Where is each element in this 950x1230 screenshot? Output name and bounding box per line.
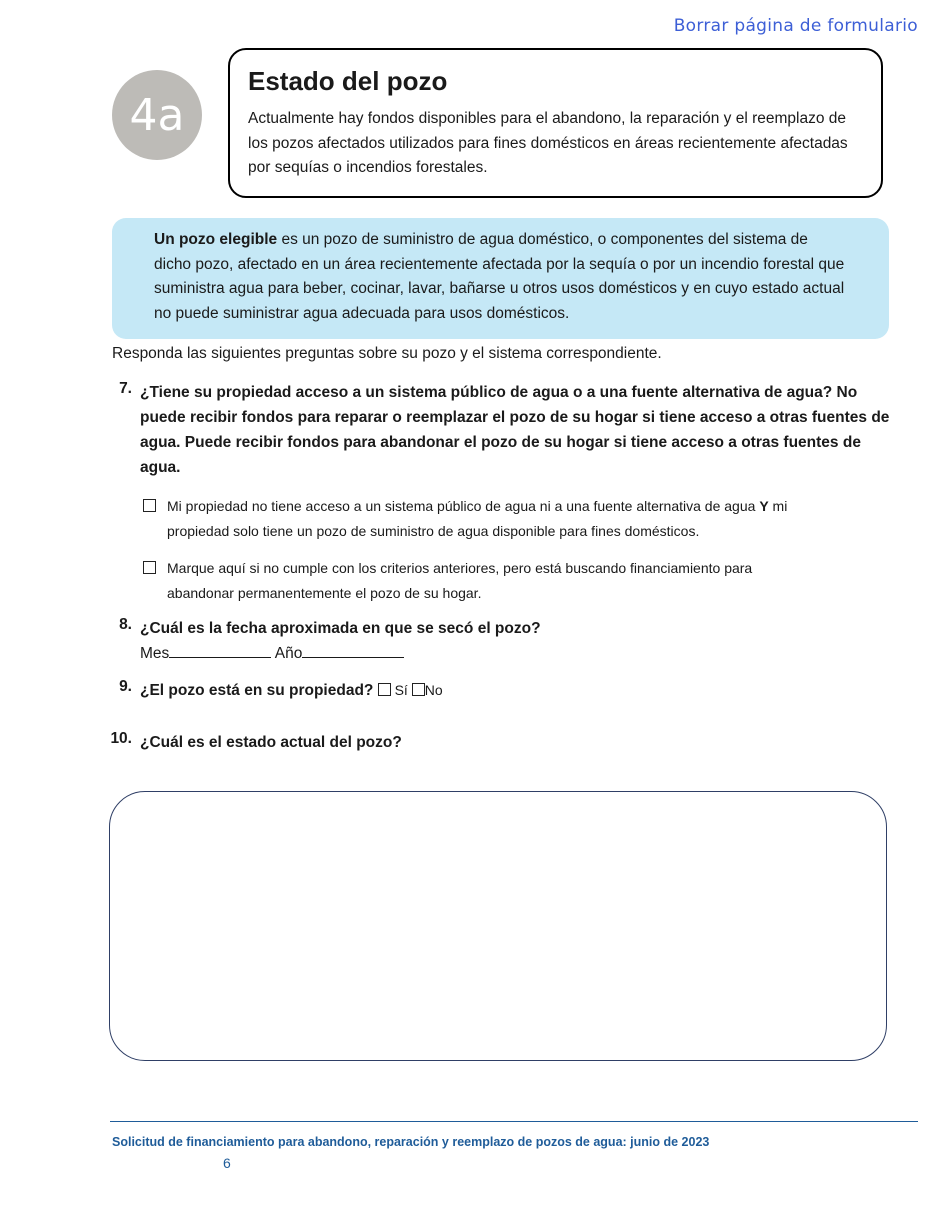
well-on-property-yes-checkbox[interactable] [378,683,391,696]
option-1-text-c: propiedad solo tiene un pozo de suministro de agua disponible para fines domésticos. [167,523,700,539]
section-badge: 4a [112,70,202,160]
year-label: Año [274,645,303,662]
question-9-line [140,678,890,703]
question-7-number: 7. [119,380,132,397]
question-9-text: ¿El pozo está en su propiedad? [140,682,374,699]
dry-date-fields [140,641,890,666]
eligible-well-definition-box [112,218,889,339]
question-7-option-1 [140,494,870,544]
question-7-text: ¿Tiene su propiedad acceso a un sistema público de agua o a una fuente alternativa de agua? No puede recibir fondos para reparar o reemplazar el pozo de su hogar si tiene acceso a otras fuentes de agua. Puede recibir fondos para abandonar el pozo de su hogar si tiene acceso a otras fuentes de agua. [140,384,890,476]
well-on-property-no-checkbox[interactable] [412,683,425,696]
option-2-text-a: Marque aquí si no cumple con los criterios anteriores, pero está buscando financiamiento para [167,560,753,576]
footer-divider [110,1121,918,1122]
clear-form-page-link[interactable]: Borrar página de formulario [673,16,918,36]
page-number: 6 [223,1155,231,1171]
question-7-option-2 [140,556,870,606]
question-8-text: ¿Cuál es la fecha aproximada en que se secó el pozo? [140,620,541,637]
eligible-well-definition: es un pozo de suministro de agua doméstico, o componentes del sistema de dicho pozo, afectado en un área recientemente afectada por la sequía o por un incendio forestal que suministra agua para beber, cocinar, lavar, bañarse u otros usos domésticos y en cuyo estado actual no puede suministrar agua adecuada para usos domésticos. [154,231,845,322]
month-input[interactable] [169,641,271,658]
option-1-text-b: mi [768,498,788,514]
question-9-number: 9. [119,678,132,695]
option-1-text-a: Mi propiedad no tiene acceso a un sistema público de agua ni a una fuente alternativa de agua [167,498,760,514]
well-status-answer-box[interactable] [109,791,887,1061]
no-public-water-checkbox[interactable] [143,499,156,512]
option-1-bold-and: Y [759,498,769,514]
question-10-text: ¿Cuál es el estado actual del pozo? [140,734,402,751]
section-title: Estado del pozo [248,66,448,96]
no-label: No [424,682,443,698]
section-description: Actualmente hay fondos disponibles para el abandono, la reparación y el reemplazo de los pozos afectados utilizados para fines domésticos en áreas recientemente afectadas por sequías o incendios forestales. [248,110,848,176]
yes-label: Sí [394,682,408,698]
intro-instruction: Responda las siguientes preguntas sobre su pozo y el sistema correspondiente. [112,345,662,362]
eligible-well-term: Un pozo elegible [154,231,278,248]
section-header-box [228,48,883,198]
footer-title: Solicitud de financiamiento para abandono, reparación y reemplazo de pozos de agua: junio de 2023 [112,1135,710,1149]
option-2-text-b: abandonar permanentemente el pozo de su hogar. [167,585,482,601]
month-label: Mes [140,645,170,662]
question-8-number: 8. [119,616,132,633]
question-10-number: 10. [110,730,132,747]
year-input[interactable] [302,641,404,658]
abandon-funding-checkbox[interactable] [143,561,156,574]
